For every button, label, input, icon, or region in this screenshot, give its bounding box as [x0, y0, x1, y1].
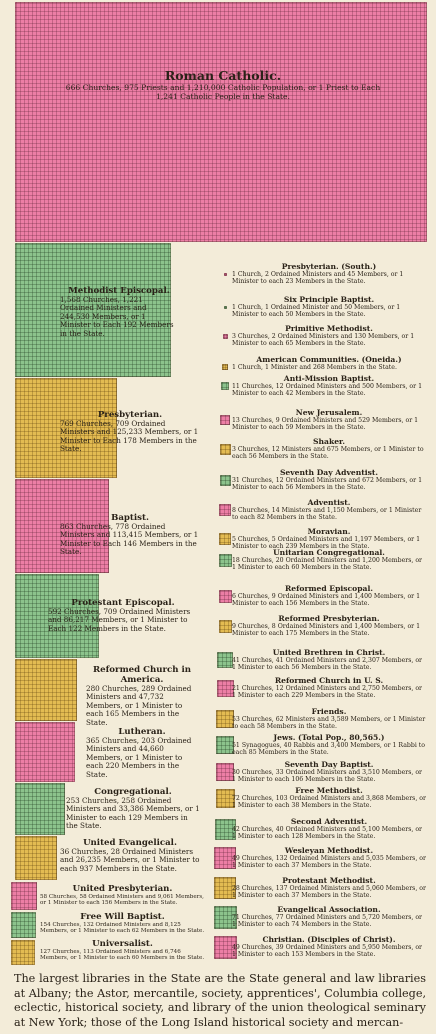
denomination-title: Primitive Methodist. — [285, 324, 373, 333]
denomination-desc: 71 Churches, 77 Ordained Ministers and 5,720 Members, or 1 Minister to each 74 Members in the State. — [232, 914, 423, 929]
denomination-label — [232, 374, 426, 398]
denomination-square — [220, 444, 231, 455]
denomination-label — [232, 408, 426, 432]
denomination-desc: 1 Church, 2 Ordained Ministers and 45 Members, or 1 Minister to each 23 Members in the State. — [232, 271, 404, 286]
denomination-title: Six Principle Baptist. — [283, 295, 375, 304]
denomination-label — [232, 676, 426, 700]
denomination-desc: 49 Churches, 132 Ordained Ministers and 5,035 Members, or 1 Minister to each 37 Members in the State. — [232, 855, 426, 870]
denomination-desc: 53 Churches, 62 Ministers and 3,589 Members, or 1 Minister to each 58 Members in the State. — [232, 716, 426, 731]
presbyterian-title: Presbyterian. — [97, 410, 163, 420]
denomination-title: Friends. — [311, 707, 347, 716]
denomination-label — [232, 468, 426, 492]
denomination-title: Seventh Day Adventist. — [279, 468, 379, 477]
universalist-title: Universalist. — [92, 939, 153, 949]
denomination-label — [232, 648, 426, 672]
denomination-desc: 31 Churches, 12 Ordained Ministers and 672 Members, or 1 Minister to each 56 Members in the State. — [232, 477, 423, 492]
roman-catholic-title: Roman Catholic. — [164, 68, 282, 83]
denomination-desc: 72 Churches, 103 Ordained Ministers and 3,868 Members, or 1 Minister to each 38 Members in the State. — [232, 795, 426, 810]
denomination-title: Unitarian Congregational. — [273, 548, 385, 557]
united-presbyterian-block — [11, 882, 37, 910]
denomination-title: United Brethren in Christ. — [272, 648, 386, 657]
denomination-title: Seventh Day Baptist. — [284, 760, 374, 769]
denomination-square — [220, 475, 231, 486]
footer-paragraph: The largest libraries in the State are the State general and law libraries at Albany; the Astor, mercantile, society, apprentices', Columbia college, eclectic, historical society, and library of the union theological seminary at New York; those of the Long Island historical society and mercan- — [14, 972, 426, 1029]
denomination-label — [232, 876, 426, 900]
roman-catholic-block — [15, 2, 427, 242]
denomination-square — [224, 306, 227, 309]
denomination-title: Shaker. — [313, 437, 345, 446]
denomination-square — [221, 382, 229, 390]
protestant-episcopal-desc: 592 Churches, 709 Ordained Ministers and 86,217 Members, or 1 Minister to Each 122 Members in the State. — [48, 607, 191, 633]
denomination-title: Reformed Church in U. S. — [274, 676, 384, 685]
baptist-desc: 863 Churches, 778 Ordained Ministers and 113,415 Members, or 1 Minister to Each 146 Members in the State. — [60, 522, 199, 557]
free-will-baptist-block — [11, 912, 36, 938]
denomination-square — [219, 590, 232, 603]
denomination-title: Christian. (Disciples of Christ). — [262, 935, 396, 944]
denomination-label — [232, 614, 426, 638]
denomination-label — [232, 707, 426, 731]
denomination-square — [223, 334, 228, 339]
reformed-church-america-title: Reformed Church in America. — [93, 665, 191, 685]
protestant-episcopal-label — [48, 598, 198, 633]
denomination-square — [219, 620, 232, 633]
denomination-desc: 3 Churches, 2 Ordained Ministers and 130 Members, or 1 Minister to each 65 Members in the State. — [232, 333, 415, 348]
reformed-church-america-desc: 280 Churches, 289 Ordained Ministers and 47,732 Members, or 1 Minister to each 165 Members in the State. — [86, 684, 192, 727]
denomination-desc: 49 Churches, 39 Ordained Ministers and 5,950 Members, or 1 Minister to each 153 Members in the State. — [232, 944, 423, 959]
lutheran-block — [15, 722, 75, 782]
denomination-label — [232, 498, 426, 522]
denomination-desc: 42 Churches, 40 Ordained Ministers and 5,100 Members, or 1 Minister to each 128 Members in the State. — [232, 826, 423, 841]
denomination-title: Second Adventist. — [290, 817, 368, 826]
denomination-square — [219, 533, 231, 545]
denomination-desc: 8 Churches, 14 Ministers and 1,150 Members, or 1 Minister to each 82 Members in the State. — [232, 507, 422, 522]
denomination-square — [224, 273, 227, 276]
methodist-episcopal-label — [60, 286, 178, 338]
denomination-desc: 30 Churches, 33 Ordained Ministers and 3,510 Members, or 1 Minister to each 106 Members in the State. — [232, 769, 423, 784]
denomination-label — [232, 295, 426, 319]
denomination-label — [232, 760, 426, 784]
baptist-title: Baptist. — [111, 513, 149, 523]
free-will-baptist-label — [40, 912, 205, 935]
denomination-desc: 13 Churches, 9 Ordained Ministers and 529 Members, or 1 Minister to each 59 Members in the State. — [232, 417, 419, 432]
denomination-desc: 21 Churches, 12 Ordained Ministers and 2,750 Members, or 1 Minister to each 229 Members in the State. — [232, 685, 423, 700]
denomination-desc: 1 Church, 1 Ordained Minister and 50 Members, or 1 Minister to each 50 Members in the State. — [232, 304, 401, 319]
denomination-desc: 9 Churches, 8 Ordained Ministers and 1,400 Members, or 1 Minister to each 175 Members in the State. — [232, 623, 421, 638]
denomination-desc: 41 Churches, 41 Ordained Ministers and 2,307 Members, or 1 Minister to each 56 Members in the State. — [232, 657, 423, 672]
denomination-square — [219, 504, 231, 516]
denomination-title: Moravian. — [307, 527, 351, 536]
denomination-label — [232, 324, 426, 348]
roman-catholic-label — [58, 68, 388, 101]
denomination-square — [220, 415, 230, 425]
methodist-episcopal-desc: 1,568 Churches, 1,221 Ordained Ministers and 244,530 Members, or 1 Minister to Each 192 Members in the State. — [60, 295, 174, 338]
denomination-title: Wesleyan Methodist. — [284, 846, 374, 855]
denomination-label — [232, 846, 426, 870]
denomination-square — [222, 364, 228, 370]
reformed-church-america-block — [15, 659, 77, 721]
universalist-label — [40, 939, 205, 962]
denomination-title: Protestant Methodist. — [282, 876, 376, 885]
lutheran-label — [86, 727, 198, 779]
denomination-desc: 1 Church, 1 Minister and 268 Members in the State. — [232, 364, 397, 371]
united-evangelical-title: United Evangelical. — [83, 838, 177, 848]
denomination-label — [232, 355, 426, 371]
denomination-label — [232, 817, 426, 841]
denomination-desc: 28 Churches, 137 Ordained Ministers and 5,060 Members, or 1 Minister to each 37 Members in the State. — [232, 885, 426, 900]
denomination-label — [232, 437, 426, 461]
universalist-block — [11, 940, 35, 965]
united-evangelical-label — [60, 838, 200, 873]
united-evangelical-block — [15, 836, 57, 880]
denomination-title: American Communities. (Oneida.) — [256, 355, 402, 364]
denomination-label — [232, 584, 426, 608]
denomination-title: Reformed Presbyterian. — [278, 614, 380, 623]
denomination-title: Evangelical Association. — [277, 905, 381, 914]
denomination-title: New Jerusalem. — [295, 408, 363, 417]
united-presbyterian-title: United Presbyterian. — [72, 884, 173, 894]
denomination-title: Reformed Episcopal. — [285, 584, 373, 593]
denomination-label — [232, 905, 426, 929]
denomination-title: Presbyterian. (South.) — [281, 262, 377, 271]
denomination-desc: 5 Churches, 5 Ordained Ministers and 1,197 Members, or 1 Minister to each 239 Members in the State. — [232, 536, 421, 551]
denomination-desc: 51 Synagogues, 40 Rabbis and 3,400 Members, or 1 Rabbi to each 85 Members in the State. — [232, 742, 425, 757]
universalist-desc: 127 Churches, 113 Ordained Ministers and 6,746 Members, or 1 Minister to each 60 Members in the State. — [40, 949, 205, 962]
free-will-baptist-title: Free Will Baptist. — [80, 912, 165, 922]
denomination-square — [217, 652, 233, 668]
congregational-label — [66, 787, 200, 831]
presbyterian-desc: 769 Churches, 709 Ordained Ministers and 125,233 Members, or 1 Minister to Each 178 Members in the State. — [60, 419, 199, 454]
congregational-title: Congregational. — [94, 787, 172, 797]
united-evangelical-desc: 36 Churches, 28 Ordained Ministers and 26,235 Members, or 1 Minister to each 937 Members in the State. — [60, 847, 200, 873]
denomination-desc: 3 Churches, 12 Ministers and 675 Members, or 1 Minister to each 56 Members in the State. — [232, 446, 424, 461]
congregational-desc: 253 Churches, 258 Ordained Ministers and 33,386 Members, or 1 Minister to each 129 Members in the State. — [66, 796, 200, 831]
free-will-baptist-desc: 154 Churches, 132 Ordained Ministers and 8,125 Members, or 1 Minister to each 62 Members in the State. — [40, 922, 205, 935]
denomination-label — [232, 548, 426, 572]
denomination-label — [232, 262, 426, 286]
denomination-title: Anti-Mission Baptist. — [283, 374, 375, 383]
presbyterian-label — [60, 410, 200, 454]
lutheran-title: Lutheran. — [118, 727, 166, 737]
denomination-label — [232, 786, 426, 810]
denomination-desc: 6 Churches, 9 Ordained Ministers and 1,400 Members, or 1 Minister to each 156 Members in the State. — [232, 593, 421, 608]
protestant-episcopal-title: Protestant Episcopal. — [71, 598, 175, 608]
denomination-label — [232, 733, 426, 757]
united-presbyterian-label — [40, 884, 205, 907]
lutheran-desc: 365 Churches, 203 Ordained Ministers and 44,660 Members, or 1 Minister to each 220 Members in the State. — [86, 736, 192, 779]
denomination-title: Free Methodist. — [295, 786, 363, 795]
denomination-desc: 18 Churches, 20 Ordained Ministers and 1,200 Members, or 1 Minister to each 60 Members in the State. — [232, 557, 423, 572]
united-presbyterian-desc: 58 Churches, 58 Ordained Ministers and 9,061 Members, or 1 Minister to each 156 Members in the State. — [40, 894, 204, 907]
denomination-desc: 11 Churches, 12 Ordained Ministers and 500 Members, or 1 Minister to each 42 Members in the State. — [232, 383, 423, 398]
baptist-label — [60, 513, 200, 557]
denomination-title: Jews. (Total Pop., 80,565.) — [273, 733, 385, 742]
methodist-episcopal-title: Methodist Episcopal. — [68, 286, 170, 296]
denomination-square — [219, 554, 232, 567]
denomination-title: Adventist. — [307, 498, 351, 507]
congregational-block — [15, 783, 65, 835]
denomination-label — [232, 935, 426, 959]
reformed-church-america-label — [86, 665, 198, 727]
denomination-square — [217, 680, 234, 697]
roman-catholic-desc: 666 Churches, 975 Priests and 1,210,000 Catholic Population, or 1 Priest to Each 1,241 Catholic People in the State. — [65, 83, 381, 101]
